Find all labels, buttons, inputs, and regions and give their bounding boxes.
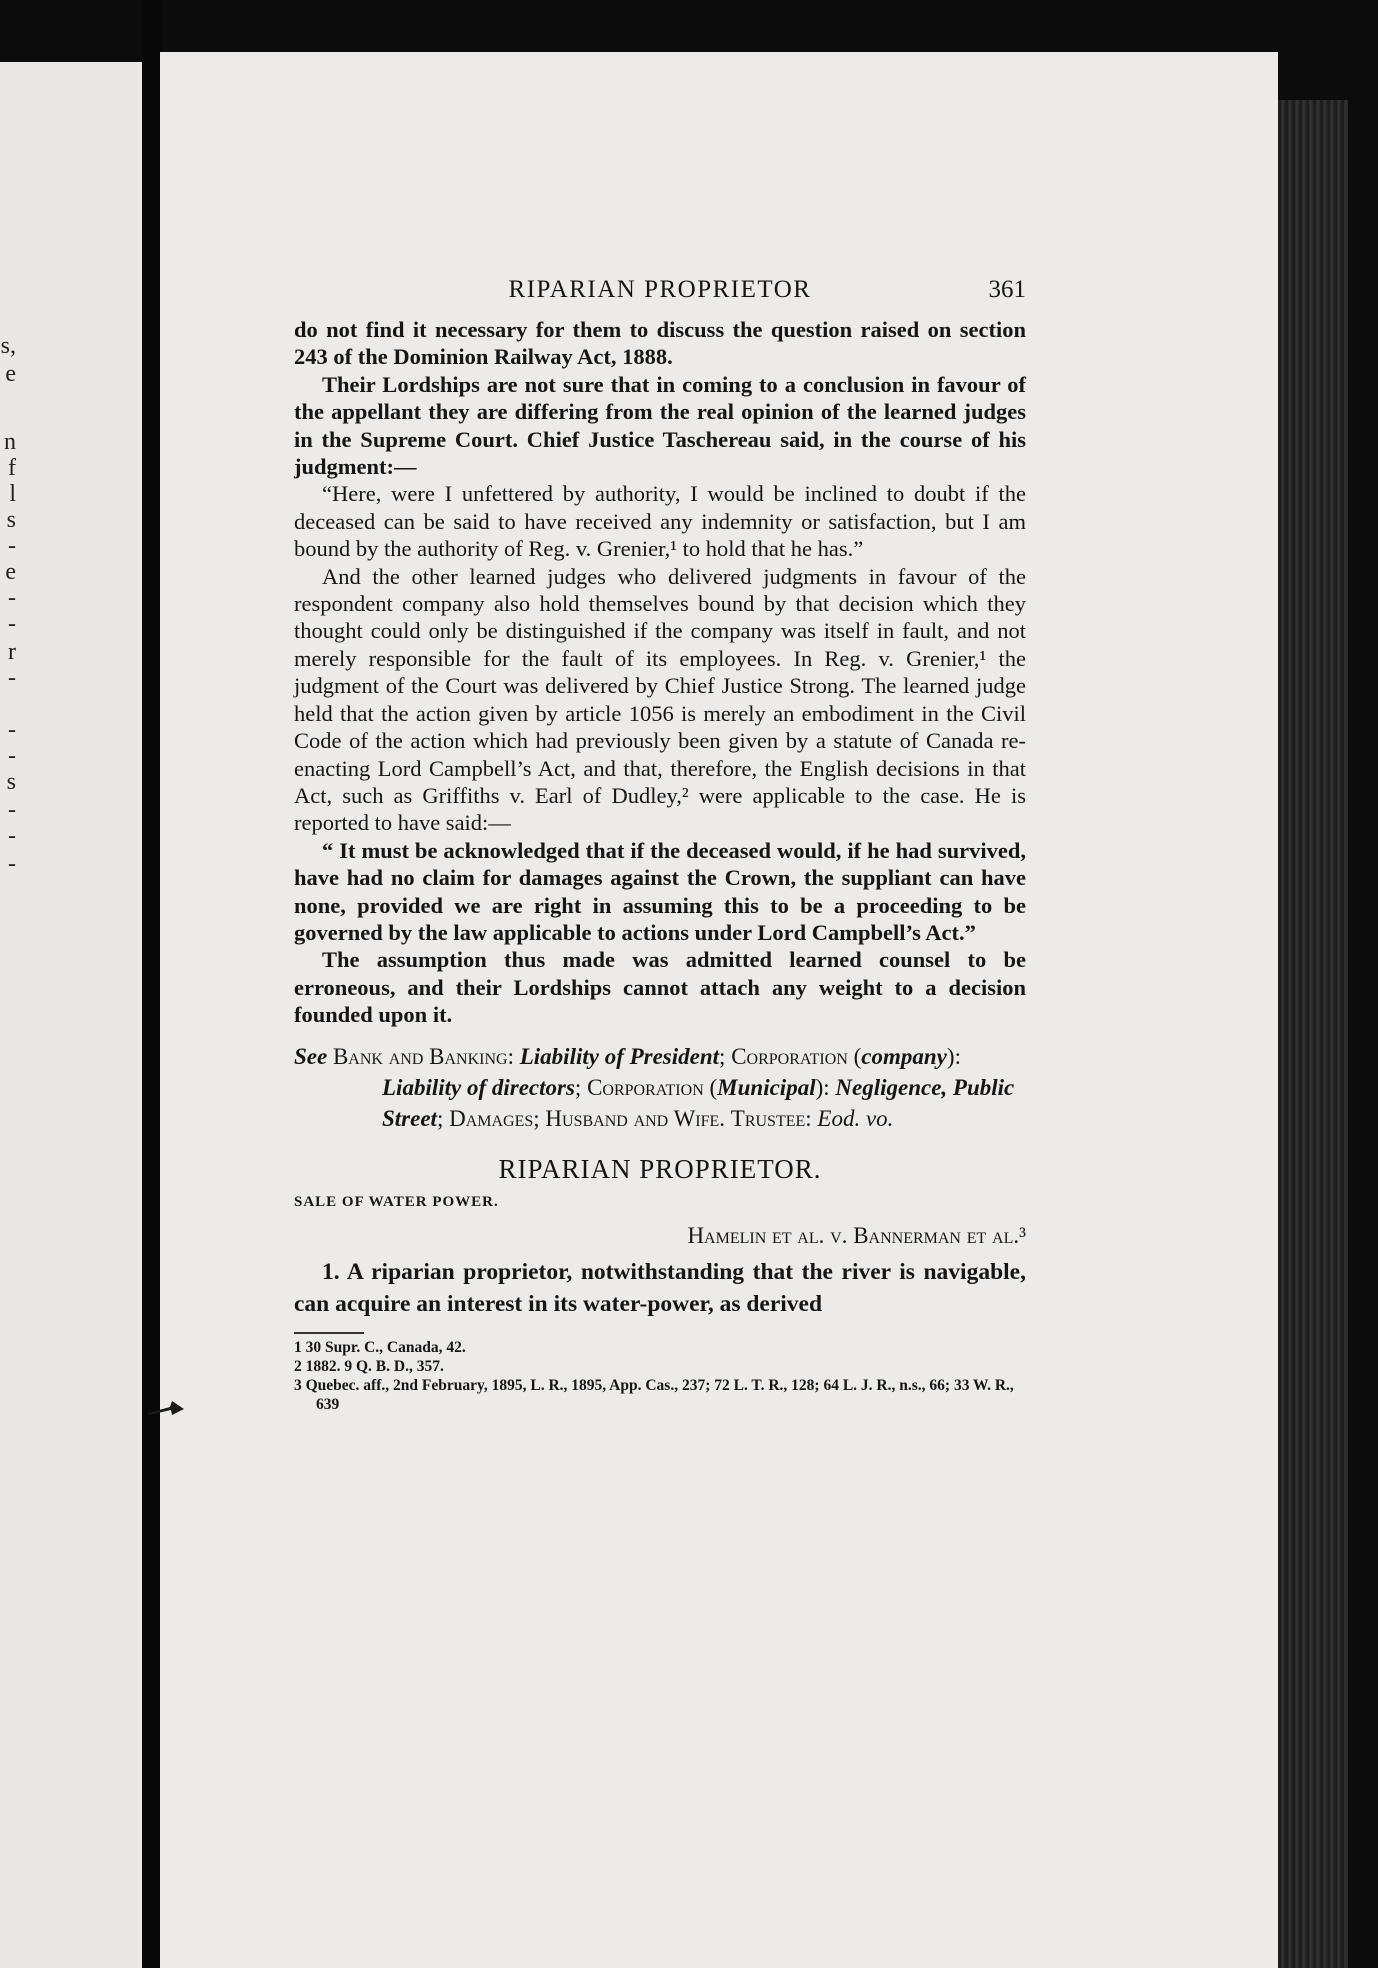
- numbered-point: 1. A riparian proprietor, notwithstanding that the river is navigable, can acquire an interest in its water-power, as derived: [294, 1258, 1026, 1317]
- see-also-block: [294, 1041, 1026, 1134]
- case-name: Hamelin et al. v. Bannerman et al.³: [687, 1223, 1026, 1249]
- left-page-fragment: s: [6, 507, 16, 533]
- left-page-fragment: e: [5, 361, 16, 387]
- left-page-fragment: -: [8, 797, 16, 823]
- see-also-entry: Corporation: [587, 1074, 704, 1100]
- paragraph: do not find it necessary for them to discuss the question raised on section 243 of the Dominion Railway Act, 1888.: [294, 317, 1026, 370]
- see-also-entry: Bank and Banking: [332, 1043, 508, 1069]
- see-also-entry: Liability of President: [519, 1043, 720, 1069]
- paragraph: “ It must be acknowledged that if the deceased would, if he had survived, have had no claim for damages against the Crown, the suppliant can have none, provided we are right in assuming this to be a proceeding to be governed by the law applicable to actions under Lord Campbell’s Act.”: [294, 837, 1026, 945]
- see-also-entry: Damages: [449, 1105, 534, 1131]
- paragraph: And the other learned judges who delivered judgments in favour of the respondent company also hold themselves bound by that decision which they thought could only be distinguished if the company was itself in fault, and not merely responsible for the fault of its employees. In Reg. v. Grenier,¹ the judgment of the Court was delivered by Chief Justice Strong. The learned judge held that the action given by article 1056 is merely an embodiment in the Civil Code of the action which had previously been given by a statute of Canada re-enacting Lord Campbell’s Act, and that, therefore, the English decisions in that Act, such as Griffiths v. Earl of Dudley,² were applicable to the case. He is reported to have said:—: [294, 563, 1026, 836]
- left-page-fragment: -: [8, 717, 16, 743]
- see-label: See: [294, 1043, 328, 1069]
- see-also-entry: Negligence, Public Street: [382, 1074, 1015, 1131]
- page-edges: [1278, 100, 1348, 1968]
- left-page-fragment: e: [5, 559, 16, 585]
- see-also-entry: Municipal: [717, 1074, 816, 1100]
- footnote: 2 1882. 9 Q. B. D., 357.: [294, 1357, 444, 1375]
- footnote: 3 Quebec. aff., 2nd February, 1895, L. R., 1895, App. Cas., 237; 72 L. T. R., 128; 64 L. J. R., n.s., 66; 33 W. R., 639: [294, 1376, 1014, 1413]
- see-also-entry: Husband and Wife: [545, 1105, 720, 1131]
- left-page-fragment: -: [8, 533, 16, 559]
- left-page-fragment: l: [9, 481, 16, 507]
- running-head-title: RIPARIAN PROPRIETOR: [508, 276, 812, 303]
- left-page-fragment: f: [8, 455, 16, 481]
- see-also-entry: Corporation: [731, 1043, 848, 1069]
- see-also-entry: company: [861, 1043, 947, 1069]
- left-page-fragment: n: [4, 429, 16, 455]
- footnotes: [294, 1338, 1026, 1414]
- left-page-fragment: -: [8, 851, 16, 877]
- left-page-fragment: s,: [0, 333, 16, 359]
- book-gutter: [142, 0, 162, 1968]
- margin-arrow-icon: [146, 1395, 186, 1419]
- page-text: [294, 276, 1026, 1414]
- page-number: 361: [988, 276, 1026, 303]
- left-page-fragment: -: [8, 585, 16, 611]
- paragraph: The assumption thus made was admitted learned counsel to be erroneous, and their Lordships cannot attach any weight to a decision founded upon it.: [294, 947, 1026, 1028]
- footnote: 1 30 Supr. C., Canada, 42.: [294, 1338, 466, 1356]
- section-heading: RIPARIAN PROPRIETOR.: [498, 1153, 822, 1184]
- see-also-text: See Bank and Banking: Liability of President; Corporation (company): Liability of directors; Corporation (Municipal): Negligence, Public Street; Damages; Husband and Wife. Trustee: Eod. vo.: [294, 1043, 1015, 1131]
- paragraph: “Here, were I unfettered by authority, I would be inclined to doubt if the deceased can be said to have received any indemnity or satisfaction, but I am bound by the authority of Reg. v. Grenier,¹ to hold that he has.”: [294, 481, 1026, 562]
- paragraph: Their Lordships are not sure that in coming to a conclusion in favour of the appellant they are differing from the real opinion of the learned judges in the Supreme Court. Chief Justice Taschereau said, in the course of his judgment:—: [294, 371, 1026, 480]
- running-head: [294, 276, 1026, 316]
- left-page-fragment: -: [8, 665, 16, 691]
- left-page-fragment: -: [8, 823, 16, 849]
- see-also-entry: Eod. vo.: [817, 1105, 894, 1131]
- left-page-fragment: r: [8, 639, 16, 665]
- left-page-fragment: s: [6, 769, 16, 795]
- left-page-fragment: -: [8, 743, 16, 769]
- left-page-fragment: -: [8, 611, 16, 637]
- see-also-entry: Liability of directors: [382, 1074, 575, 1100]
- section-subheading: SALE OF WATER POWER.: [294, 1193, 499, 1210]
- left-facing-page: [0, 62, 142, 1968]
- footnote-rule: [294, 1332, 364, 1334]
- see-also-entry: Trustee: [730, 1105, 806, 1131]
